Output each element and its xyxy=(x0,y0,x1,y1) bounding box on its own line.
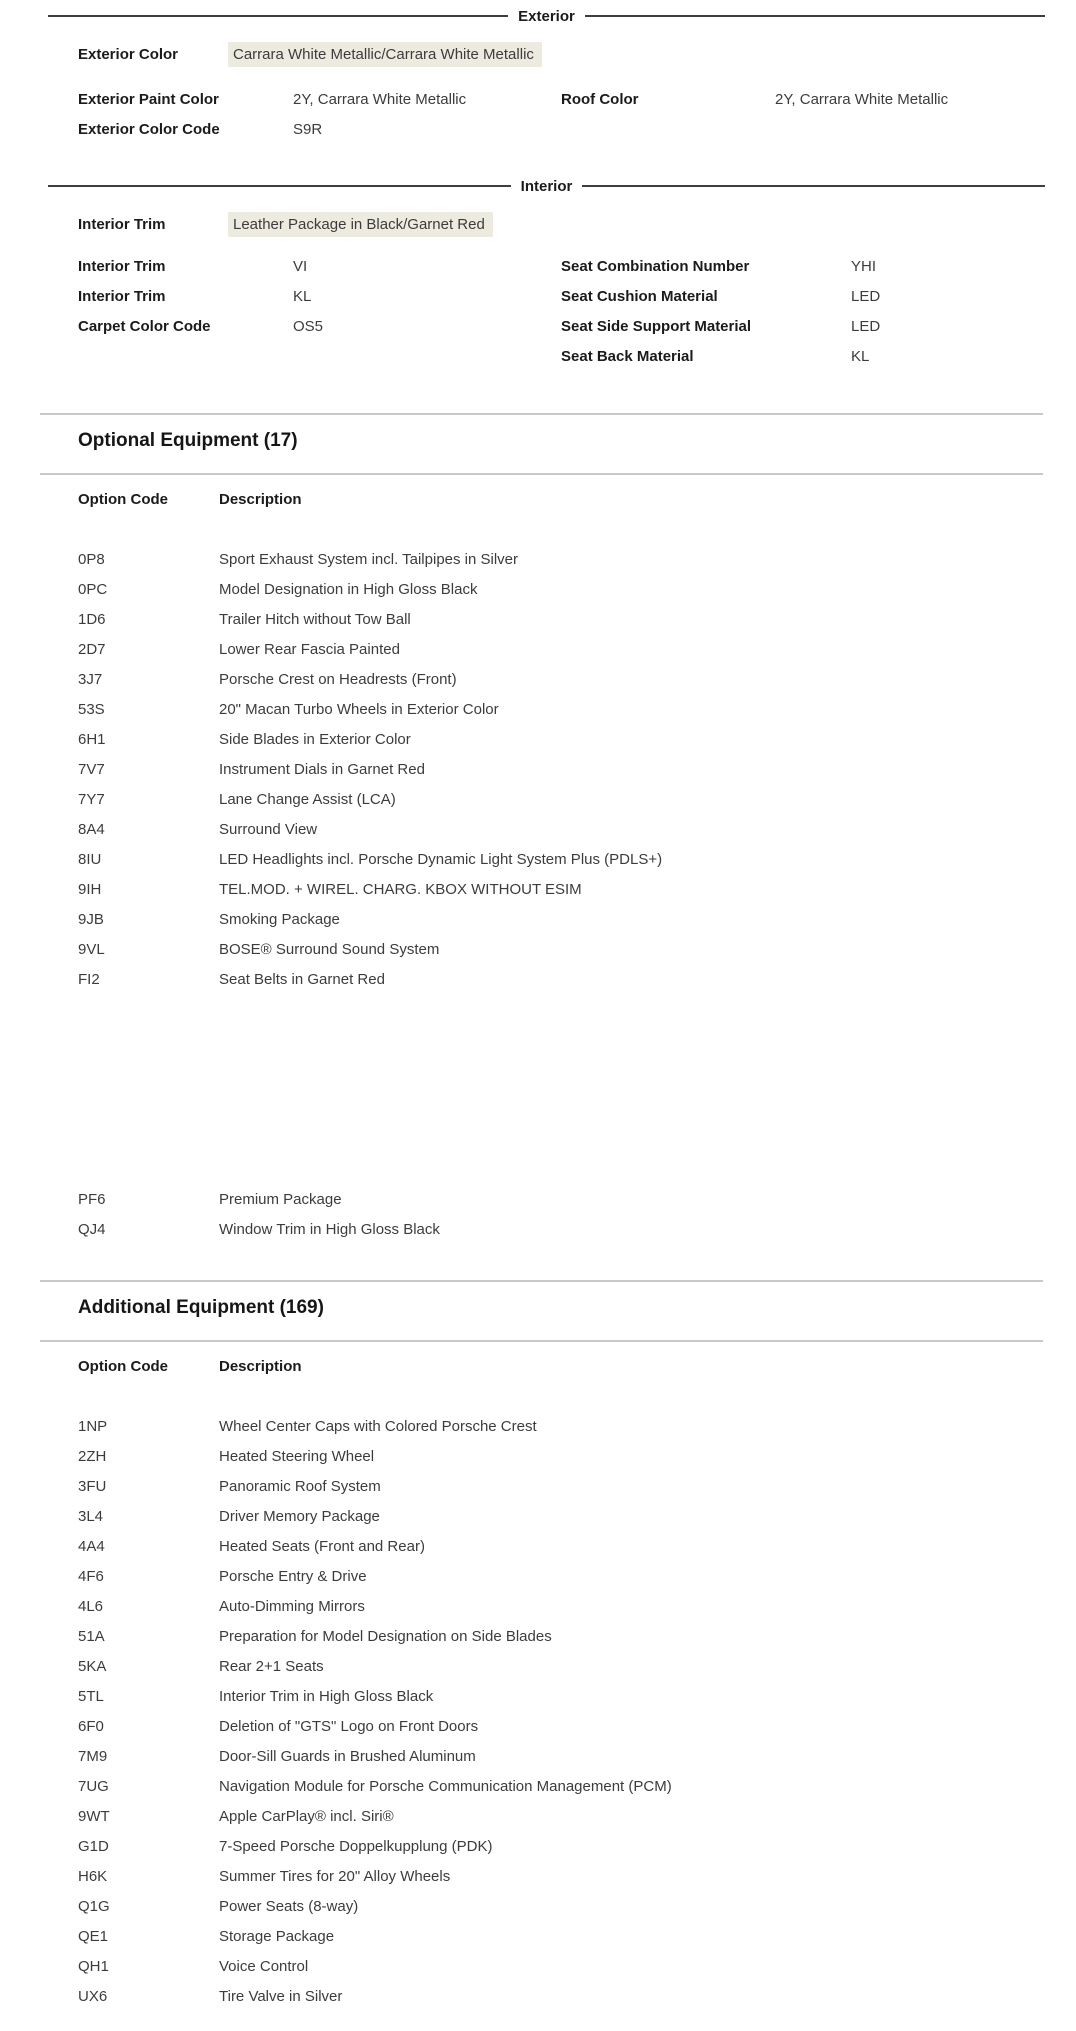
table-row xyxy=(78,935,1076,965)
field-row xyxy=(78,312,561,342)
description-cell: 20" Macan Turbo Wheels in Exterior Color xyxy=(219,701,499,718)
description-cell: Heated Steering Wheel xyxy=(219,1448,375,1465)
field-label: Seat Combination Number xyxy=(561,258,750,275)
description-cell: Porsche Crest on Headrests (Front) xyxy=(219,671,457,688)
table-row xyxy=(78,665,1076,695)
interior-trim-label: Interior Trim xyxy=(78,216,166,233)
description-cell: Smoking Package xyxy=(219,911,340,928)
option-code-cell: 7UG xyxy=(78,1778,109,1795)
field-row xyxy=(78,252,561,282)
table-row xyxy=(78,1832,1076,1862)
field-row xyxy=(78,85,561,115)
description-cell: BOSE® Surround Sound System xyxy=(219,941,440,958)
option-code-cell: 9VL xyxy=(78,941,105,958)
field-label: Carpet Color Code xyxy=(78,318,211,335)
description-cell: Side Blades in Exterior Color xyxy=(219,731,411,748)
option-code-cell: 4A4 xyxy=(78,1538,105,1555)
table-row xyxy=(78,1185,1076,1215)
option-code-cell: G1D xyxy=(78,1838,109,1855)
optional-equipment-table xyxy=(78,545,1076,995)
additional-equipment-title: Additional Equipment (169) xyxy=(78,1297,324,1318)
option-code-cell: 1NP xyxy=(78,1418,108,1435)
table-row xyxy=(78,725,1076,755)
section-divider xyxy=(40,413,1043,415)
exterior-fields xyxy=(78,85,1076,145)
field-label: Exterior Color Code xyxy=(78,121,220,138)
table-row xyxy=(78,1892,1076,1922)
field-value: LED xyxy=(851,318,881,335)
option-code-cell: 1D6 xyxy=(78,611,106,628)
option-code-cell: Q1G xyxy=(78,1898,110,1915)
table-row xyxy=(78,1652,1076,1682)
table-row xyxy=(78,815,1076,845)
description-cell: Surround View xyxy=(219,821,318,838)
option-code-cell: 8A4 xyxy=(78,821,105,838)
description-cell: Preparation for Model Designation on Side Blades xyxy=(219,1628,552,1645)
empty-gap xyxy=(0,995,1076,1185)
option-code-cell: 3L4 xyxy=(78,1508,104,1525)
option-code-cell: QJ4 xyxy=(78,1221,106,1238)
description-cell: Trailer Hitch without Tow Ball xyxy=(219,611,411,628)
table-row xyxy=(78,845,1076,875)
table-row xyxy=(78,1982,1076,2012)
additional-equipment-table xyxy=(78,1412,1076,2012)
option-code-cell: QE1 xyxy=(78,1928,109,1945)
option-code-cell: 53S xyxy=(78,701,105,718)
table-row xyxy=(78,1562,1076,1592)
description-cell: Auto-Dimming Mirrors xyxy=(219,1598,365,1615)
exterior-fields-left xyxy=(78,85,561,145)
option-code-cell: 3FU xyxy=(78,1478,107,1495)
option-code-cell: 7V7 xyxy=(78,761,105,778)
table-row xyxy=(78,1862,1076,1892)
table-row xyxy=(78,605,1076,635)
field-label: Interior Trim xyxy=(78,288,166,305)
option-code-cell: 9IH xyxy=(78,881,102,898)
option-code-cell: 7M9 xyxy=(78,1748,108,1765)
table-row xyxy=(78,785,1076,815)
description-cell: LED Headlights incl. Porsche Dynamic Light System Plus (PDLS+) xyxy=(219,851,663,868)
description-cell: TEL.MOD. + WIREL. CHARG. KBOX WITHOUT ESIM xyxy=(219,881,582,898)
field-label: Roof Color xyxy=(561,91,639,108)
field-label: Exterior Paint Color xyxy=(78,91,219,108)
option-code-cell: 4L6 xyxy=(78,1598,104,1615)
interior-fields-left xyxy=(78,252,561,372)
field-value: KL xyxy=(293,288,312,305)
field-row xyxy=(78,282,561,312)
field-row xyxy=(561,85,1076,115)
option-code-cell: 9JB xyxy=(78,911,104,928)
table-row xyxy=(78,1442,1076,1472)
field-row xyxy=(561,342,1076,372)
interior-legend-label: Interior xyxy=(520,177,573,195)
description-cell: Window Trim in High Gloss Black xyxy=(219,1221,440,1238)
option-code-column-header: Option Code xyxy=(78,1358,168,1375)
description-cell: Power Seats (8-way) xyxy=(219,1898,359,1915)
option-code-cell: 3J7 xyxy=(78,671,103,688)
description-cell: Apple CarPlay® incl. Siri® xyxy=(219,1808,394,1825)
field-value: VI xyxy=(293,258,308,275)
table-row xyxy=(78,875,1076,905)
option-code-cell: 2D7 xyxy=(78,641,106,658)
description-cell: Voice Control xyxy=(219,1958,309,1975)
description-cell: Lane Change Assist (LCA) xyxy=(219,791,396,808)
field-label: Interior Trim xyxy=(78,258,166,275)
interior-fields xyxy=(78,252,1076,372)
section-divider xyxy=(40,1280,1043,1282)
description-cell: Heated Seats (Front and Rear) xyxy=(219,1538,425,1555)
exterior-color-label: Exterior Color xyxy=(78,46,179,63)
option-code-cell: 51A xyxy=(78,1628,105,1645)
description-cell: Rear 2+1 Seats xyxy=(219,1658,324,1675)
table-row xyxy=(78,1215,1076,1245)
option-code-cell: H6K xyxy=(78,1868,108,1885)
section-divider xyxy=(40,1340,1043,1342)
interior-trim-value: Leather Package in Black/Garnet Red xyxy=(228,212,493,237)
description-cell: Premium Package xyxy=(219,1191,342,1208)
interior-section-legend xyxy=(48,177,1045,195)
interior-trim-row xyxy=(78,212,1076,237)
description-cell: 7-Speed Porsche Doppelkupplung (PDK) xyxy=(219,1838,493,1855)
table-row xyxy=(78,1742,1076,1772)
field-label: Seat Back Material xyxy=(561,348,694,365)
table-row xyxy=(78,635,1076,665)
exterior-fields-right xyxy=(561,85,1076,145)
field-row xyxy=(561,252,1076,282)
table-row xyxy=(78,1682,1076,1712)
field-value: S9R xyxy=(293,121,323,138)
exterior-color-value: Carrara White Metallic/Carrara White Metallic xyxy=(228,42,542,67)
field-value: YHI xyxy=(851,258,877,275)
option-code-cell: 6H1 xyxy=(78,731,106,748)
field-value: 2Y, Carrara White Metallic xyxy=(775,91,949,108)
exterior-legend-label: Exterior xyxy=(518,7,575,25)
table-row xyxy=(78,1952,1076,1982)
section-divider xyxy=(40,473,1043,475)
legend-rule-left xyxy=(48,185,511,187)
table-row xyxy=(78,1622,1076,1652)
description-cell: Summer Tires for 20" Alloy Wheels xyxy=(219,1868,451,1885)
field-value: OS5 xyxy=(293,318,324,335)
field-row xyxy=(561,312,1076,342)
option-code-cell: 2ZH xyxy=(78,1448,107,1465)
legend-rule-left xyxy=(48,15,508,17)
legend-rule-right xyxy=(582,185,1045,187)
description-cell: Porsche Entry & Drive xyxy=(219,1568,367,1585)
table-row xyxy=(78,1592,1076,1622)
table-row xyxy=(78,755,1076,785)
option-code-cell: FI2 xyxy=(78,971,100,988)
table-row xyxy=(78,905,1076,935)
option-code-cell: 9WT xyxy=(78,1808,110,1825)
field-row xyxy=(78,115,561,145)
table-row xyxy=(78,695,1076,725)
field-label: Seat Cushion Material xyxy=(561,288,718,305)
option-code-cell: 0PC xyxy=(78,581,108,598)
option-code-cell: 4F6 xyxy=(78,1568,104,1585)
vehicle-spec-document xyxy=(0,7,1076,2031)
option-code-cell: 0P8 xyxy=(78,551,105,568)
description-cell: Driver Memory Package xyxy=(219,1508,380,1525)
table-row xyxy=(78,545,1076,575)
exterior-section-legend xyxy=(48,7,1045,25)
description-cell: Instrument Dials in Garnet Red xyxy=(219,761,425,778)
option-code-column-header: Option Code xyxy=(78,491,168,508)
table-row xyxy=(78,1412,1076,1442)
optional-equipment-header xyxy=(78,485,1076,515)
table-row xyxy=(78,1772,1076,1802)
field-row xyxy=(561,282,1076,312)
description-cell: Tire Valve in Silver xyxy=(219,1988,343,2005)
description-cell: Interior Trim in High Gloss Black xyxy=(219,1688,434,1705)
table-row xyxy=(78,1802,1076,1832)
field-label: Seat Side Support Material xyxy=(561,318,752,335)
option-code-cell: UX6 xyxy=(78,1988,108,2005)
legend-rule-right xyxy=(585,15,1045,17)
table-row xyxy=(78,1532,1076,1562)
exterior-color-row xyxy=(78,42,1076,67)
option-code-cell: 5KA xyxy=(78,1658,107,1675)
optional-equipment-title: Optional Equipment (17) xyxy=(78,430,298,451)
option-code-cell: QH1 xyxy=(78,1958,109,1975)
option-code-cell: 7Y7 xyxy=(78,791,105,808)
option-code-cell: 6F0 xyxy=(78,1718,104,1735)
field-value: 2Y, Carrara White Metallic xyxy=(293,91,467,108)
field-value: KL xyxy=(851,348,870,365)
description-cell: Lower Rear Fascia Painted xyxy=(219,641,400,658)
table-row xyxy=(78,1712,1076,1742)
description-column-header: Description xyxy=(219,491,302,508)
table-row xyxy=(78,1502,1076,1532)
optional-equipment-table-continued xyxy=(78,1185,1076,1245)
option-code-cell: 8IU xyxy=(78,851,102,868)
table-row xyxy=(78,1472,1076,1502)
field-value: LED xyxy=(851,288,881,305)
description-cell: Seat Belts in Garnet Red xyxy=(219,971,385,988)
description-cell: Wheel Center Caps with Colored Porsche Crest xyxy=(219,1418,537,1435)
description-cell: Door-Sill Guards in Brushed Aluminum xyxy=(219,1748,476,1765)
table-row xyxy=(78,575,1076,605)
table-row xyxy=(78,965,1076,995)
description-cell: Sport Exhaust System incl. Tailpipes in Silver xyxy=(219,551,519,568)
description-cell: Storage Package xyxy=(219,1928,335,1945)
option-code-cell: 5TL xyxy=(78,1688,104,1705)
description-cell: Navigation Module for Porsche Communication Management (PCM) xyxy=(219,1778,672,1795)
description-cell: Panoramic Roof System xyxy=(219,1478,381,1495)
table-row xyxy=(78,1922,1076,1952)
option-code-cell: PF6 xyxy=(78,1191,106,1208)
description-column-header: Description xyxy=(219,1358,302,1375)
additional-equipment-header xyxy=(78,1352,1076,1382)
description-cell: Model Designation in High Gloss Black xyxy=(219,581,478,598)
description-cell: Deletion of "GTS" Logo on Front Doors xyxy=(219,1718,479,1735)
interior-fields-right xyxy=(561,252,1076,372)
